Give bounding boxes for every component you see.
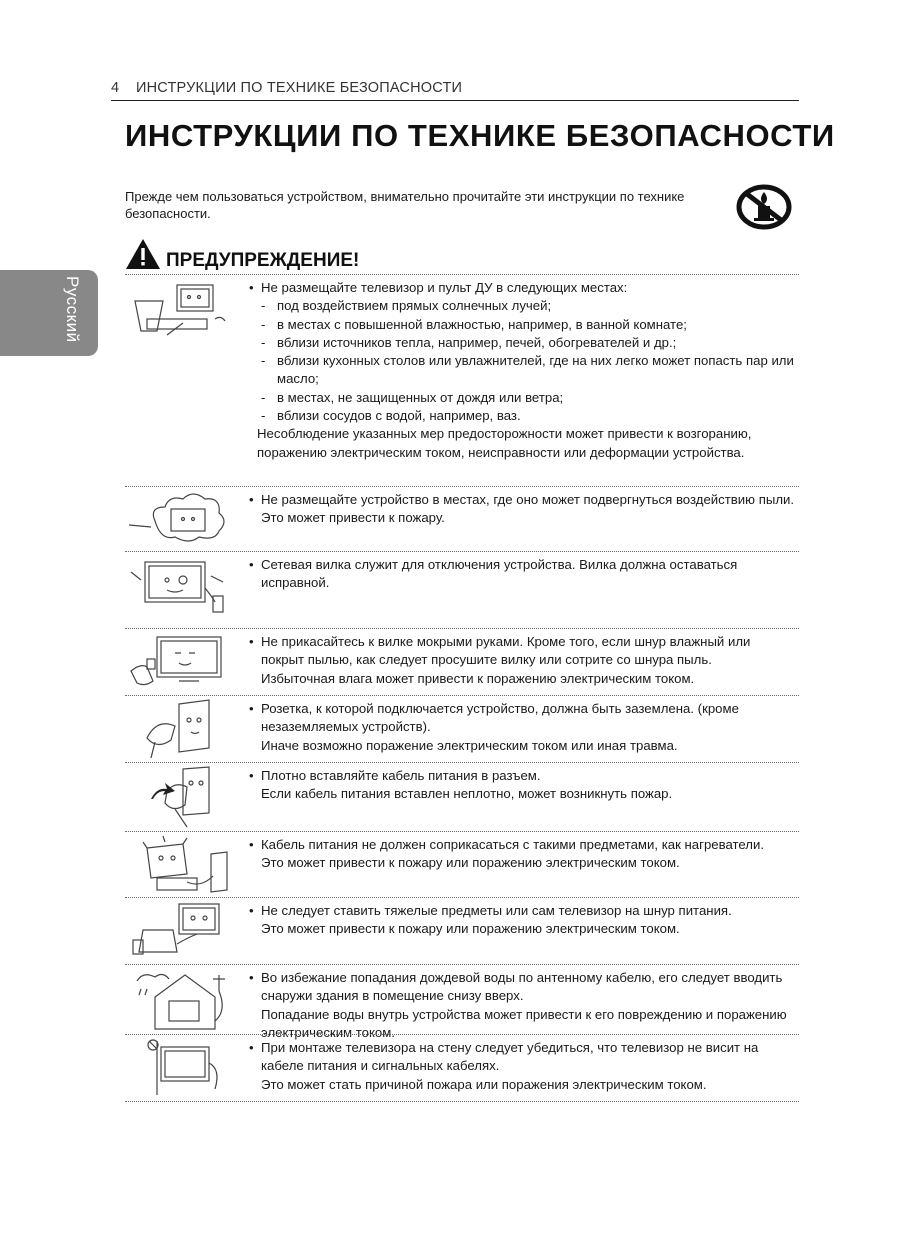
section-text [247,969,797,1042]
bullet-continuation: Если кабель питания вставлен неплотно, может возникнуть пожар. [261,786,673,802]
no-open-flame-icon [736,184,792,230]
bullet-continuation: Это может привести к пожару или поражению электрическим током. [261,855,680,871]
safety-section [125,552,799,628]
safety-section [125,1035,799,1101]
safety-section [125,696,799,762]
plug-illustration [127,558,235,618]
bullet-item: • Не прикасайтесь к вилке мокрыми руками. Кроме того, если шнур влажный или покрыт пылью, как следует просушите вилку или сотрите со шнура пыль. [247,633,797,670]
section-text [247,1039,797,1094]
language-tab [0,270,98,356]
dash-item: - вблизи источников тепла, например, печей, обогревателей и др.; [247,334,797,352]
language-tab-label: Русский [63,276,82,343]
dash-item: - вблизи кухонных столов или увлажнителей, где на них легко может попасть пар или масло; [247,352,797,389]
wet-hands-illustration [127,631,235,693]
insert-cable-illustration [127,765,235,829]
safety-section [125,275,799,486]
dust-illustration [127,491,235,547]
bullet-continuation: Это может привести к пожару. [261,510,445,526]
dash-item: - вблизи сосудов с водой, например, ваз. [247,407,797,425]
section-text [247,279,797,462]
running-header [111,80,799,101]
section-text [247,836,797,873]
tv-placement-illustration [127,279,235,343]
page-number: 4 [111,80,120,96]
grounded-outlet-illustration [127,698,235,760]
bullet-item: • Не следует ставить тяжелые предметы или сам телевизор на шнур питания. [247,902,797,920]
bullet-item: • Не размещайте устройство в местах, где оно может подвергнуться воздействию пыли. [247,491,797,509]
bullet-item: • При монтаже телевизора на стену следует убедиться, что телевизор не висит на кабеле питания и сигнальных кабелях. [247,1039,797,1076]
intro-text: Прежде чем пользоваться устройством, внимательно прочитайте эти инструкции по технике безопасности. [125,189,685,221]
dash-item: - в местах с повышенной влажностью, например, в ванной комнате; [247,316,797,334]
safety-section [125,898,799,964]
safety-section [125,629,799,695]
bullet-continuation: Попадание воды внутрь устройства может привести к его повреждению и поражению электрическим током. [261,1006,787,1040]
running-title: ИНСТРУКЦИИ ПО ТЕХНИКЕ БЕЗОПАСНОСТИ [136,80,463,96]
bullet-item: • Во избежание попадания дождевой воды по антенному кабелю, его следует вводить снаружи здания в помещение снизу вверх. [247,969,797,1006]
section-text [247,700,797,755]
dash-item: - под воздействием прямых солнечных лучей; [247,297,797,315]
bullet-continuation: Это может стать причиной пожара или поражения электрическим током. [261,1076,707,1092]
section-text [247,633,797,688]
section-text [247,556,797,593]
heater-cable-illustration [127,834,235,896]
section-text [247,767,797,804]
section-text [247,491,797,528]
bullet-item: • Кабель питания не должен соприкасаться с такими предметами, как нагреватели. [247,836,797,854]
page-title: ИНСТРУКЦИИ ПО ТЕХНИКЕ БЕЗОПАСНОСТИ [125,118,835,153]
bullet-item: • Не размещайте телевизор и пульт ДУ в следующих местах: [247,279,797,297]
bullet-item: • Сетевая вилка служит для отключения устройства. Вилка должна оставаться исправной. [247,556,797,593]
safety-section [125,965,799,1040]
safety-section [125,487,799,551]
warning-heading-text: ПРЕДУПРЕЖДЕНИЕ! [166,250,360,271]
safety-section [125,763,799,831]
section-note: Несоблюдение указанных мер предосторожности может привести к возгоранию, поражению электрическим током, неисправности или деформации устройства. [257,426,752,460]
wall-mount-illustration [127,1037,235,1099]
dash-item: - в местах, не защищенных от дождя или ветра; [247,389,797,407]
bullet-continuation: Избыточная влага может привести к поражению электрическим током. [261,670,695,686]
divider [125,1101,799,1102]
bullet-item: • Плотно вставляйте кабель питания в разъем. [247,767,797,785]
warning-triangle-icon [125,238,161,270]
bullet-continuation: Иначе возможно поражение электрическим током или иная травма. [261,737,678,753]
bullet-continuation: Это может привести к пожару или поражению электрическим током. [261,921,680,937]
bullet-item: • Розетка, к которой подключается устройство, должна быть заземлена. (кроме незаземляемых устройств). [247,700,797,737]
heavy-object-on-cord-illustration [127,900,235,962]
section-text [247,902,797,939]
antenna-rain-illustration [127,967,235,1031]
safety-section [125,832,799,897]
